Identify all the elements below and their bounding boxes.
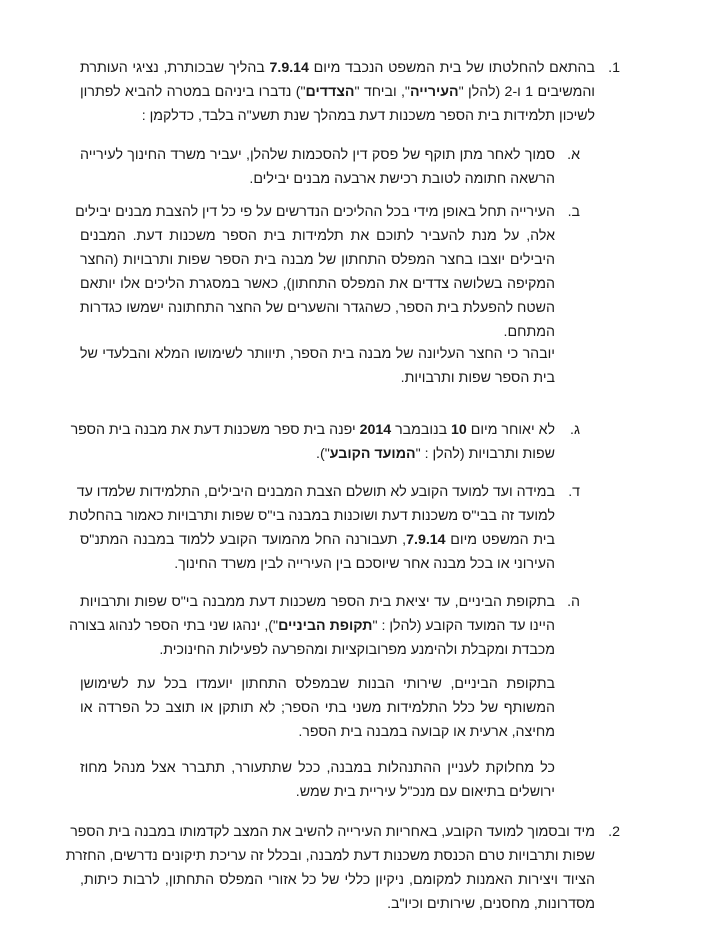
text-line: בתקופת הביניים, עד יציאת בית הספר משכנות דעת ממבנה בי"ס שפות ותרבויות	[80, 594, 555, 610]
text-line: היבילים יוצבו בחצר המפלס התחתון של מבנה בית הספר שפות ותרבויות (החצר	[80, 252, 555, 268]
subclause-followup-2	[80, 756, 555, 804]
text-line: העירייה תחל באופן מידי בכל ההליכים הנדרשים על פי כל דין להצבת מבנים יבילים	[75, 204, 555, 220]
text-line: ירושלים בתיאום עם מנכ"ל עיריית בית שמש.	[295, 784, 555, 800]
subclause-letter: א.	[567, 147, 580, 163]
subclause-followup	[80, 672, 555, 744]
clause-number: 1.	[608, 60, 620, 76]
text-line: בהתאם להחלטתו של בית המשפט הנכבד מיום 7.9.14 בהליך שבכותרת, נציגי העותרת	[80, 60, 595, 76]
text-line: מסדרונות, מחסנים, שירותים וכיו"ב.	[387, 896, 595, 912]
text-line: והמשיבים 1 ו-2 (להלן "העירייה", וביחד "הצדדים") נדברו ביניהם במטרה להביא לפתרון	[80, 84, 595, 100]
subclause-text	[69, 590, 555, 662]
text-line: אלה, על מנת להעביר לתוכם את תלמידות בית הספר משכנות דעת. המבנים	[80, 228, 555, 244]
text-line: השטח להפעלת בית הספר, כשהגדר והשערים של החצר התחתונה ישמשו כגדרות	[79, 300, 555, 316]
text-line: מכבדת ומקבלת ולהימנע מפרובוקציות ומהפרעה לפעילות החינוכית.	[159, 642, 555, 658]
text-line: למועד זה בבי"ס משכנות דעת ושוכנות במבנה בי"ס שפות ותרבויות כאמור בהחלטת	[69, 508, 555, 524]
text-line: היינו עד המועד הקובע (להלן : "תקופת הביניים"), ינהגו שני בתי הספר לנהוג בצורה	[69, 618, 555, 634]
text-line: הרשאה חתומה לטובת רכישת ארבעה מבנים יבילים.	[249, 171, 555, 187]
clause-number: 2.	[608, 824, 620, 840]
clause-text	[80, 56, 595, 128]
text-line: המשותף של כלל התלמידות משני בתי הספר; לא תותקן או תוצב כל הפרדה או	[80, 700, 555, 716]
text-line: במידה ועד למועד הקובע לא תושלם הצבת המבנים היבילים, התלמידות שלמדו עד	[76, 484, 555, 500]
text-line: מיד ובסמוך למועד הקובע, באחריות העירייה להשיב את המצב לקדמותו במבנה בית הספר	[70, 824, 595, 840]
text-line: שפות ותרבויות (להלן : "המועד הקובע").	[316, 446, 555, 462]
subclause-text	[69, 480, 555, 576]
text-line: לשיכון תלמידות בית הספר משכנות דעת במהלך שנת תשע"ה בלבד, כדלקמן :	[141, 108, 595, 124]
subclause-letter: ה.	[567, 594, 580, 610]
clause-text	[65, 820, 595, 916]
text-line: יובהר כי החצר העליונה של מבנה בית הספר, תיוותר לשימושו המלא והבלעדי של	[80, 346, 555, 362]
subclause-letter: ב.	[567, 204, 580, 220]
subclause-text	[75, 200, 555, 344]
text-line: סמוך לאחר מתן תוקף של פסק דין להסכמות שלהלן, יעביר משרד החינוך לעירייה	[80, 147, 555, 163]
text-line: בתקופת הביניים, שירותי הבנות שבמפלס התחתון יועמדו בכל עת לשימושן	[80, 676, 555, 692]
text-line: המקיפה בשלושה צדדים את המפלס התחתון), כאשר במסגרת הליכים אלו יותאם	[80, 276, 555, 292]
subclause-letter: ג.	[570, 422, 580, 438]
text-line: העירוני או בכל מבנה אחר שיוסכם בין העירייה לבין משרד החינוך.	[174, 556, 555, 572]
text-line: מחיצה, ארעית או קבועה במבנה בית הספר.	[298, 724, 555, 740]
text-line: כל מחלוקת לעניין ההתנהלות במבנה, ככל שתתעורר, תתברר אצל מנהל מחוז	[80, 760, 555, 776]
text-line: שפות ותרבויות טרם הכנסת משכנות דעת למבנה, ובכלל זה עריכת תיקונים נדרשים, החזרת	[65, 848, 595, 864]
text-line: בית המשפט מיום 7.9.14, תעבורנה החל מהמועד הקובע ללמוד במבנה המתנ"ס	[80, 532, 555, 548]
text-line: הציוד ויצירות האמנות למקומם, ניקיון כללי של כל אזורי המפלס התחתון, לרבות כיתות,	[80, 872, 595, 888]
subclause-text	[70, 418, 555, 466]
text-line: בית הספר שפות ותרבויות.	[400, 370, 555, 386]
text-line: המתחם.	[503, 324, 555, 340]
text-line: לא יאוחר מיום 10 בנובמבר 2014 יפנה בית ספר משכנות דעת את מבנה בית הספר	[70, 422, 555, 438]
subclause-text	[80, 143, 555, 191]
subclause-followup	[80, 342, 555, 390]
subclause-letter: ד.	[568, 484, 580, 500]
